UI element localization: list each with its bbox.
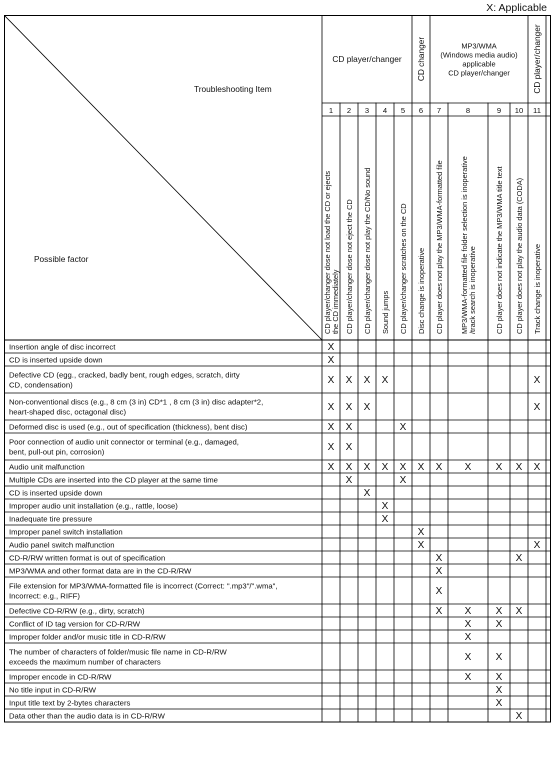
item-number-8: 8 <box>465 106 471 115</box>
item-number-2: 2 <box>346 106 352 115</box>
factor-text: Poor connection of audio unit connector or terminal (e.g., damaged, <box>9 437 239 447</box>
applicable-mark: X <box>327 422 335 433</box>
applicable-mark: X <box>363 375 371 386</box>
applicable-mark: X <box>464 619 472 630</box>
item-description-8: /track search is inoperative <box>468 246 478 334</box>
applicable-mark: X <box>435 553 443 564</box>
factor-text: Deformed disc is used (e.g., out of specification (thickness), bent disc) <box>9 422 248 432</box>
group-header-1: CD player/changer <box>332 54 402 64</box>
factor-text: CD, condensation) <box>9 380 73 390</box>
applicable-mark: X <box>464 652 472 663</box>
applicable-mark: X <box>363 402 371 413</box>
applicable-mark: X <box>345 442 353 453</box>
corner-diagonal <box>4 15 322 340</box>
item-number-11: 11 <box>533 106 541 115</box>
factor-text: Insertion angle of disc incorrect <box>9 342 116 352</box>
item-description-6: Disc change is inoperative <box>417 247 426 334</box>
item-number-10: 10 <box>514 106 524 115</box>
applicable-mark: X <box>381 501 389 512</box>
applicable-mark: X <box>327 355 335 366</box>
group-header-3: applicable <box>462 59 496 69</box>
group-header-3: (Windows media audio) <box>440 50 518 60</box>
applicable-mark: X <box>464 672 472 683</box>
possible-factor-label: Possible factor <box>34 254 89 264</box>
factor-text: Defective CD (egg., cracked, badly bent, rough edges, scratch, dirty <box>9 370 240 380</box>
factor-text: The number of characters of folder/music file name in CD-R/RW <box>9 647 227 657</box>
factor-text: No title input in CD-R/RW <box>9 685 97 695</box>
troubleshooting-item-label: Troubleshooting Item <box>194 84 272 94</box>
factor-text: File extension for MP3/WMA-formatted file is incorrect (Correct: ".mp3"/".wma", <box>9 581 278 591</box>
applicable-mark: X <box>327 462 335 473</box>
factor-text: Conflict of ID tag version for CD-R/RW <box>9 619 141 629</box>
applicable-mark: X <box>515 462 523 473</box>
applicable-mark: X <box>417 540 425 551</box>
troubleshooting-matrix <box>4 15 551 775</box>
item-number-5: 5 <box>400 106 406 115</box>
applicable-mark: X <box>515 553 523 564</box>
factor-text: Improper panel switch installation <box>9 527 123 537</box>
applicable-mark: X <box>533 462 541 473</box>
applicable-mark: X <box>363 462 371 473</box>
applicable-mark: X <box>381 462 389 473</box>
factor-text: exceeds the maximum number of characters <box>9 657 161 667</box>
factor-text: bent, pull-out pin, corrosion) <box>9 447 105 457</box>
applicable-mark: X <box>327 342 335 353</box>
applicable-mark: X <box>417 527 425 538</box>
factor-text: Audio panel switch malfunction <box>9 540 115 550</box>
factor-text: Improper folder and/or music title in CD-R/RW <box>9 632 166 642</box>
applicable-mark: X <box>435 462 443 473</box>
group-header-3: CD player/changer <box>448 68 510 78</box>
applicable-mark: X <box>495 685 503 696</box>
applicable-mark: X <box>363 488 371 499</box>
item-number-1: 1 <box>328 106 334 115</box>
factor-text: Inadequate tire pressure <box>9 514 93 524</box>
factor-text: CD is inserted upside down <box>9 355 103 365</box>
factor-text: heart-shaped disc, octagonal disc) <box>9 407 127 417</box>
applicable-mark: X <box>381 375 389 386</box>
item-description-2: CD player/changer dose not eject the CD <box>345 199 354 334</box>
group-header-4: CD player/changer <box>532 24 542 94</box>
factor-text: Incorrect: e.g., RIFF) <box>9 591 80 601</box>
applicable-mark: X <box>327 442 335 453</box>
item-description-7: CD player does not play the MP3/WMA-formatted file <box>435 160 444 334</box>
item-description-4: Sound jumps <box>381 290 390 334</box>
factor-text: Defective CD-R/RW (e.g., dirty, scratch) <box>9 606 145 616</box>
applicable-mark: X <box>417 462 425 473</box>
applicable-mark: X <box>345 375 353 386</box>
item-number-9: 9 <box>496 106 502 115</box>
factor-text: Improper encode in CD-R/RW <box>9 672 112 682</box>
applicable-mark: X <box>495 652 503 663</box>
applicable-mark: X <box>533 540 541 551</box>
applicable-mark: X <box>495 462 503 473</box>
applicable-mark: X <box>399 475 407 486</box>
item-description-11: Track change is inoperative <box>533 243 542 334</box>
applicable-mark: X <box>345 402 353 413</box>
factor-text: MP3/WMA and other format data are in the CD-R/RW <box>9 566 192 576</box>
factor-text: Input title text by 2-bytes characters <box>9 698 131 708</box>
applicable-mark: X <box>435 586 443 597</box>
applicable-mark: X <box>495 672 503 683</box>
applicable-legend: X: Applicable <box>486 2 547 14</box>
item-description-5: CD player/changer scratches on the CD <box>399 203 408 334</box>
factor-text: Improper audio unit installation (e.g., rattle, loose) <box>9 501 178 511</box>
item-number-7: 7 <box>436 106 442 115</box>
item-description-3: CD player/changer dose not play the CD/No sound <box>363 167 372 334</box>
applicable-mark: X <box>399 422 407 433</box>
applicable-mark: X <box>435 566 443 577</box>
applicable-mark: X <box>399 462 407 473</box>
factor-text: CD is inserted upside down <box>9 488 103 498</box>
item-description-1: CD player/changer dose not load the CD or ejects <box>322 170 332 334</box>
item-description-1: the CD immediately <box>331 269 341 334</box>
applicable-mark: X <box>345 422 353 433</box>
item-number-6: 6 <box>418 106 424 115</box>
item-number-4: 4 <box>382 106 388 115</box>
factor-text: Data other than the audio data is in CD-R/RW <box>9 711 165 721</box>
group-header-2: CD changer <box>416 36 426 82</box>
applicable-mark: X <box>345 462 353 473</box>
group-header-3: MP3/WMA <box>461 41 497 51</box>
applicable-mark: X <box>515 606 523 617</box>
applicable-mark: X <box>327 402 335 413</box>
applicable-mark: X <box>495 619 503 630</box>
applicable-mark: X <box>381 514 389 525</box>
applicable-mark: X <box>464 462 472 473</box>
applicable-mark: X <box>327 375 335 386</box>
item-description-9: CD player does not indicate the MP3/WMA title text <box>495 166 504 334</box>
applicable-mark: X <box>495 606 503 617</box>
item-description-8: MP3/WMA-formatted file folder selection is inoperative <box>459 156 469 334</box>
applicable-mark: X <box>495 698 503 709</box>
factor-text: Multiple CDs are inserted into the CD player at the same time <box>9 475 218 485</box>
applicable-mark: X <box>533 402 541 413</box>
factor-text: Audio unit malfunction <box>9 462 85 472</box>
applicable-mark: X <box>464 606 472 617</box>
factor-text: Non-conventional discs (e.g., 8 cm (3 in) CD*1 , 8 cm (3 in) disc adapter*2, <box>9 397 264 407</box>
factor-text: CD-R/RW written format is out of specification <box>9 553 166 563</box>
applicable-mark: X <box>533 375 541 386</box>
applicable-mark: X <box>345 475 353 486</box>
item-number-3: 3 <box>364 106 370 115</box>
applicable-mark: X <box>435 606 443 617</box>
applicable-mark: X <box>464 632 472 643</box>
item-description-10: CD player does not play the audio data (CODA) <box>515 177 524 334</box>
applicable-mark: X <box>515 711 523 722</box>
